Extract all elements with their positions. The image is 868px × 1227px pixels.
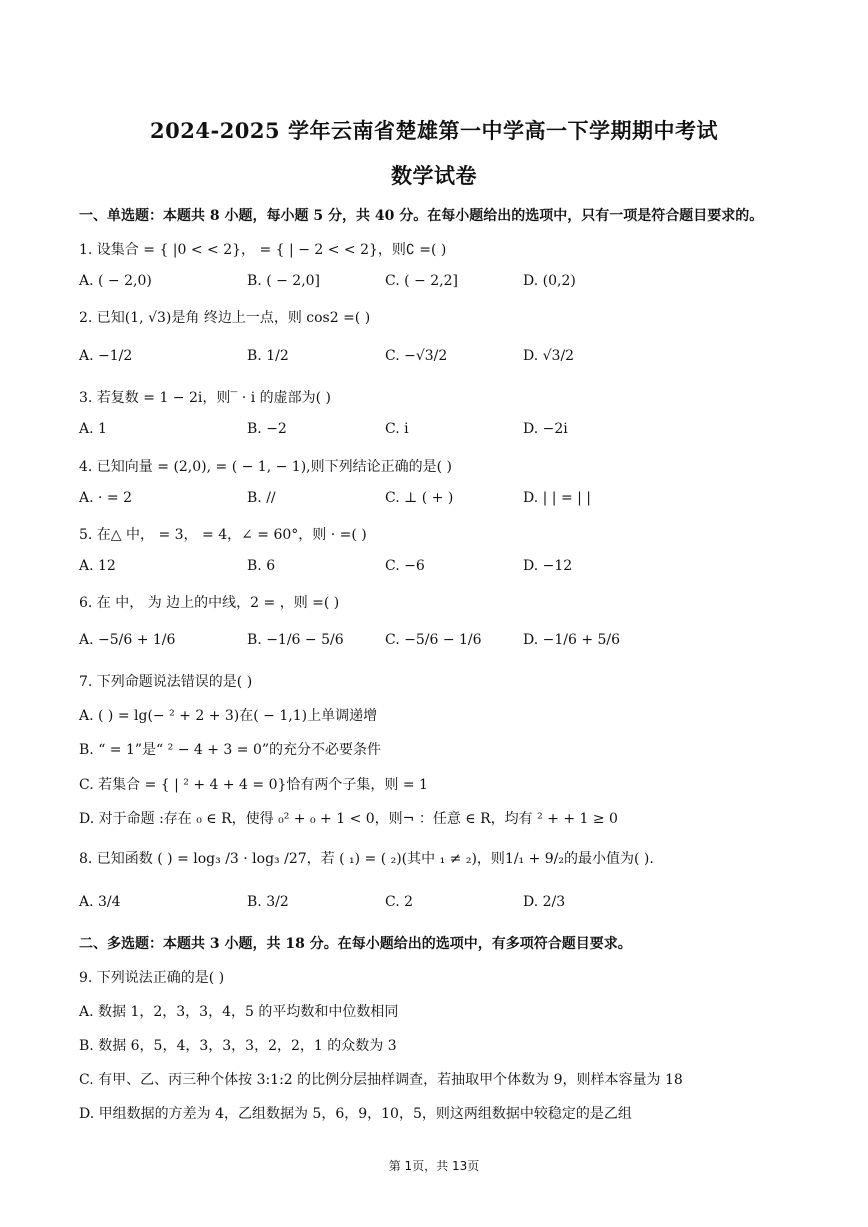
question-1-options [0, 273, 868, 301]
question-2-options [0, 348, 868, 376]
question-3-option-d: D. −2i [523, 421, 568, 437]
question-4-option-c: C. ⊥ ( + ) [385, 490, 454, 506]
question-8-option-b: B. 3/2 [247, 894, 289, 910]
question-6-option-a: A. −5/6 + 1/6 [79, 632, 176, 648]
question-9-option-c: C. 有甲、乙、丙三种个体按 3:1:2 的比例分层抽样调查，若抽取甲个体数为 9，则样本容量为 18 [79, 1072, 683, 1088]
question-5-options [0, 558, 868, 586]
question-7-option-a: A. ( ) = lg(− ² + 2 + 3)在( − 1,1)上单调递增 [79, 708, 378, 724]
question-8-stem: 8. 已知函数 ( ) = log₃ /3 · log₃ /27，若 ( ₁) = ( ₂)(其中 ₁ ≠ ₂)，则1/₁ + 9/₂的最小值为( ). [79, 851, 654, 867]
question-4-options [0, 490, 868, 518]
section-single-choice: 一、单选题：本题共 8 小题，每小题 5 分，共 40 分。在每小题给出的选项中，只有一项是符合题目要求的。 [79, 208, 764, 224]
question-2-option-a: A. −1/2 [79, 348, 133, 364]
question-3-option-a: A. 1 [79, 421, 107, 437]
question-5-stem: 5. 在△ 中， = 3， = 4，∠ = 60°，则 · =( ) [79, 527, 367, 543]
question-7-option-b: B. “ = 1”是“ ² − 4 + 3 = 0”的充分不必要条件 [79, 742, 382, 758]
exam-subtitle: 数学试卷 [391, 163, 477, 188]
question-9-option-d: D. 甲组数据的方差为 4，乙组数据为 5，6，9，10，5，则这两组数据中较稳定的是乙组 [79, 1106, 632, 1122]
question-5-option-a: A. 12 [79, 558, 116, 574]
question-6-option-b: B. −1/6 − 5/6 [247, 632, 344, 648]
question-3-options [0, 421, 868, 449]
question-3-stem: 3. 若复数 = 1 − 2i，则‾ · i 的虚部为( ) [79, 390, 332, 406]
question-2-stem: 2. 已知(1, √3)是角 终边上一点，则 cos2 =( ) [79, 310, 371, 326]
question-2-option-d: D. √3/2 [523, 348, 575, 364]
question-3-option-c: C. i [385, 421, 409, 437]
question-1-option-d: D. (0,2) [523, 273, 576, 289]
question-5-option-c: C. −6 [385, 558, 425, 574]
question-7-option-d: D. 对于命题 :存在 ₀ ∈ R，使得 ₀² + ₀ + 1 < 0，则¬ ：任意 ∈ R，均有 ² + + 1 ≥ 0 [79, 811, 618, 827]
question-6-option-d: D. −1/6 + 5/6 [523, 632, 621, 648]
question-1-option-a: A. ( − 2,0) [79, 273, 152, 289]
question-6-options [0, 632, 868, 660]
question-7-option-c: C. 若集合 = { | ² + 4 + 4 = 0}恰有两个子集，则 = 1 [79, 777, 428, 793]
question-4-option-b: B. // [247, 490, 276, 506]
question-1-option-b: B. ( − 2,0] [247, 273, 321, 289]
question-2-option-b: B. 1/2 [247, 348, 289, 364]
question-6-option-c: C. −5/6 − 1/6 [385, 632, 482, 648]
question-9-stem: 9. 下列说法正确的是( ) [79, 970, 225, 986]
question-9-option-b: B. 数据 6，5，4，3，3，3，2，2，1 的众数为 3 [79, 1038, 397, 1054]
question-8-option-d: D. 2/3 [523, 894, 566, 910]
question-4-option-a: A. · = 2 [79, 490, 132, 506]
question-3-option-b: B. −2 [247, 421, 287, 437]
question-7-stem: 7. 下列命题说法错误的是( ) [79, 674, 253, 690]
question-4-option-d: D. | | = | | [523, 490, 592, 506]
question-5-option-b: B. 6 [247, 558, 276, 574]
question-1-option-c: C. ( − 2,2] [385, 273, 458, 289]
question-8-options [0, 894, 868, 922]
section-multiple-choice: 二、多选题：本题共 3 小题，共 18 分。在每小题给出的选项中，有多项符合题目要求。 [79, 936, 632, 952]
question-6-stem: 6. 在 中， 为 边上的中线，2 = ，则 =( ) [79, 595, 340, 611]
question-8-option-c: C. 2 [385, 894, 414, 910]
exam-title: 2024-2025 学年云南省楚雄第一中学高一下学期期中考试 [150, 118, 718, 143]
question-8-option-a: A. 3/4 [79, 894, 121, 910]
question-4-stem: 4. 已知向量 = (2,0), = ( − 1, − 1),则下列结论正确的是( ) [79, 459, 452, 475]
page-footer: 第 1页，共 13页 [388, 1159, 480, 1173]
question-5-option-d: D. −12 [523, 558, 573, 574]
question-2-option-c: C. −√3/2 [385, 348, 448, 364]
question-1-stem: 1. 设集合 = { |0 < < 2}， = { | − 2 < < 2}，则∁ =( ) [79, 242, 447, 258]
question-9-option-a: A. 数据 1，2，3，3，4，5 的平均数和中位数相同 [79, 1004, 399, 1020]
